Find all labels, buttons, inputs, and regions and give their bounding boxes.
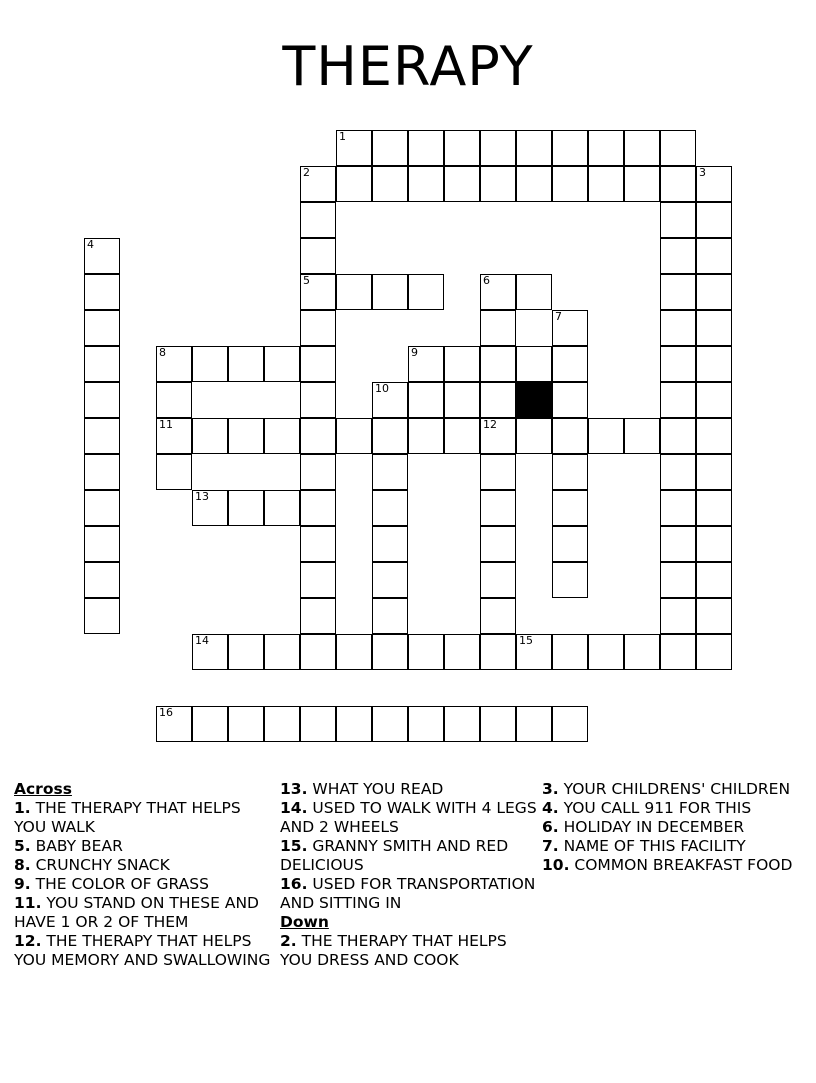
- clue-item: [14, 875, 272, 894]
- grid-cell[interactable]: [480, 634, 516, 670]
- clue-number: 8.: [14, 856, 31, 874]
- grid-cell[interactable]: [336, 418, 372, 454]
- grid-cell[interactable]: [408, 166, 444, 202]
- clue-number: 3.: [542, 780, 559, 798]
- grid-cell[interactable]: [660, 310, 696, 346]
- grid-cell[interactable]: [552, 706, 588, 742]
- grid-cell[interactable]: [300, 346, 336, 382]
- clue-number: 9.: [14, 875, 31, 893]
- grid-cell[interactable]: [480, 562, 516, 598]
- grid-cell[interactable]: [300, 562, 336, 598]
- grid-cell[interactable]: [552, 166, 588, 202]
- clue-item: [14, 932, 272, 970]
- grid-cell[interactable]: [300, 598, 336, 634]
- grid-cell[interactable]: [372, 166, 408, 202]
- clue-text: USED TO WALK WITH 4 LEGS AND 2 WHEELS: [280, 799, 537, 836]
- grid-cell[interactable]: [516, 346, 552, 382]
- grid-cell[interactable]: [372, 526, 408, 562]
- grid-cell[interactable]: [84, 490, 120, 526]
- grid-cell[interactable]: [228, 634, 264, 670]
- grid-cell[interactable]: [660, 238, 696, 274]
- clue-text: WHAT YOU READ: [307, 780, 444, 798]
- clue-number: 11.: [14, 894, 42, 912]
- grid-cell[interactable]: [588, 166, 624, 202]
- grid-cell[interactable]: [480, 274, 516, 310]
- grid-cell-number: 6: [483, 274, 490, 287]
- grid-cell[interactable]: [372, 490, 408, 526]
- grid-cell-number: 9: [411, 346, 418, 359]
- grid-cell[interactable]: [480, 130, 516, 166]
- grid-cell[interactable]: [480, 706, 516, 742]
- grid-cell[interactable]: [228, 706, 264, 742]
- grid-cell[interactable]: [372, 706, 408, 742]
- clue-text: USED FOR TRANSPORTATION AND SITTING IN: [280, 875, 536, 912]
- grid-cell[interactable]: [480, 454, 516, 490]
- grid-cell[interactable]: [372, 418, 408, 454]
- grid-cell[interactable]: [696, 526, 732, 562]
- grid-cell[interactable]: [228, 346, 264, 382]
- clue-number: 15.: [280, 837, 308, 855]
- grid-cell[interactable]: [408, 130, 444, 166]
- grid-cell[interactable]: [84, 562, 120, 598]
- clue-item: [542, 818, 810, 837]
- grid-cell[interactable]: [552, 310, 588, 346]
- grid-cell[interactable]: [192, 706, 228, 742]
- grid-cell[interactable]: [372, 274, 408, 310]
- grid-cell[interactable]: [84, 346, 120, 382]
- grid-cell[interactable]: [696, 202, 732, 238]
- grid-cell[interactable]: [84, 418, 120, 454]
- clue-section: [10, 780, 810, 1080]
- grid-cell[interactable]: [516, 706, 552, 742]
- grid-cell[interactable]: [444, 418, 480, 454]
- grid-cell[interactable]: [480, 310, 516, 346]
- clue-number: 7.: [542, 837, 559, 855]
- grid-cell[interactable]: [300, 706, 336, 742]
- clue-text: YOU CALL 911 FOR THIS: [558, 799, 752, 817]
- grid-cell[interactable]: [480, 166, 516, 202]
- grid-cell[interactable]: [588, 634, 624, 670]
- clue-number: 6.: [542, 818, 559, 836]
- grid-cell[interactable]: [660, 166, 696, 202]
- grid-cell[interactable]: [156, 418, 192, 454]
- clues-across-heading: Across: [14, 780, 72, 798]
- grid-cell[interactable]: [696, 310, 732, 346]
- grid-cell[interactable]: [516, 418, 552, 454]
- grid-cell[interactable]: [300, 310, 336, 346]
- grid-cell[interactable]: [480, 526, 516, 562]
- clue-column-down: [542, 780, 810, 875]
- clue-text: YOUR CHILDRENS' CHILDREN: [558, 780, 791, 798]
- clue-item: [14, 837, 272, 856]
- grid-cell[interactable]: [660, 562, 696, 598]
- grid-cell[interactable]: [372, 130, 408, 166]
- grid-cell[interactable]: [660, 598, 696, 634]
- grid-cell[interactable]: [264, 490, 300, 526]
- clue-text: NAME OF THIS FACILITY: [558, 837, 746, 855]
- grid-cell[interactable]: [264, 706, 300, 742]
- grid-cell-number: 15: [519, 634, 533, 647]
- clue-item: [542, 837, 810, 856]
- grid-cell[interactable]: [660, 382, 696, 418]
- grid-cell[interactable]: [480, 382, 516, 418]
- grid-cell[interactable]: [552, 526, 588, 562]
- clue-item: [280, 780, 538, 799]
- grid-cell[interactable]: [516, 274, 552, 310]
- grid-cell[interactable]: [372, 634, 408, 670]
- grid-cell[interactable]: [156, 382, 192, 418]
- clue-text: GRANNY SMITH AND RED DELICIOUS: [280, 837, 509, 874]
- grid-cell[interactable]: [588, 130, 624, 166]
- clue-number: 4.: [542, 799, 559, 817]
- grid-cell[interactable]: [264, 634, 300, 670]
- clue-column-across: [14, 780, 272, 970]
- clue-number: 12.: [14, 932, 42, 950]
- grid-cell[interactable]: [156, 706, 192, 742]
- grid-cell[interactable]: [300, 634, 336, 670]
- grid-cell[interactable]: [300, 490, 336, 526]
- grid-cell[interactable]: [300, 202, 336, 238]
- grid-cell-number: 10: [375, 382, 389, 395]
- grid-cell[interactable]: [84, 598, 120, 634]
- grid-cell[interactable]: [444, 634, 480, 670]
- grid-cell-number: 4: [87, 238, 94, 251]
- grid-cell[interactable]: [408, 346, 444, 382]
- clue-item: [280, 932, 538, 970]
- grid-cell[interactable]: [408, 382, 444, 418]
- grid-cell[interactable]: [516, 130, 552, 166]
- clue-item: [280, 799, 538, 837]
- clues-down-heading: Down: [280, 913, 329, 931]
- grid-cell[interactable]: [552, 130, 588, 166]
- grid-cell[interactable]: [192, 634, 228, 670]
- clue-text: BABY BEAR: [30, 837, 123, 855]
- clue-text: THE THERAPY THAT HELPS YOU MEMORY AND SWALLOWING: [14, 932, 271, 969]
- clue-number: 10.: [542, 856, 570, 874]
- grid-cell[interactable]: [552, 418, 588, 454]
- clue-number: 5.: [14, 837, 31, 855]
- grid-cell[interactable]: [264, 346, 300, 382]
- grid-cell[interactable]: [552, 562, 588, 598]
- clue-number: 2.: [280, 932, 297, 950]
- grid-cell[interactable]: [696, 598, 732, 634]
- clue-item: [542, 799, 810, 818]
- grid-cell[interactable]: [660, 454, 696, 490]
- grid-cell[interactable]: [336, 166, 372, 202]
- grid-cell[interactable]: [696, 562, 732, 598]
- clue-text: HOLIDAY IN DECEMBER: [558, 818, 745, 836]
- grid-cell[interactable]: [408, 634, 444, 670]
- grid-cell[interactable]: [480, 598, 516, 634]
- grid-cell[interactable]: [336, 634, 372, 670]
- grid-cell[interactable]: [300, 454, 336, 490]
- grid-cell[interactable]: [624, 130, 660, 166]
- clue-number: 16.: [280, 875, 308, 893]
- clue-item: [14, 856, 272, 875]
- grid-cell[interactable]: [444, 130, 480, 166]
- clue-item: [542, 856, 810, 875]
- grid-cell[interactable]: [192, 346, 228, 382]
- grid-cell[interactable]: [192, 490, 228, 526]
- grid-cell[interactable]: [588, 418, 624, 454]
- grid-cell[interactable]: [84, 310, 120, 346]
- grid-cell[interactable]: [300, 274, 336, 310]
- grid-cell[interactable]: [552, 346, 588, 382]
- grid-cell[interactable]: [336, 706, 372, 742]
- grid-cell[interactable]: [84, 382, 120, 418]
- grid-cell[interactable]: [696, 490, 732, 526]
- grid-cell[interactable]: [408, 706, 444, 742]
- clue-text: CRUNCHY SNACK: [30, 856, 170, 874]
- clue-number: 13.: [280, 780, 308, 798]
- grid-cell[interactable]: [480, 418, 516, 454]
- clue-number: 1.: [14, 799, 31, 817]
- grid-cell[interactable]: [696, 274, 732, 310]
- grid-cell[interactable]: [444, 706, 480, 742]
- grid-cell[interactable]: [696, 454, 732, 490]
- grid-cell[interactable]: [444, 382, 480, 418]
- grid-cell[interactable]: [480, 346, 516, 382]
- grid-cell-number: 13: [195, 490, 209, 503]
- clue-item: [280, 837, 538, 875]
- grid-cell[interactable]: [336, 274, 372, 310]
- grid-cell[interactable]: [336, 130, 372, 166]
- grid-cell[interactable]: [516, 634, 552, 670]
- grid-cell[interactable]: [552, 490, 588, 526]
- grid-cell[interactable]: [84, 454, 120, 490]
- clue-column-middle: [280, 780, 538, 970]
- grid-cell-number: 11: [159, 418, 173, 431]
- grid-cell[interactable]: [696, 238, 732, 274]
- grid-cell[interactable]: [228, 490, 264, 526]
- grid-cell[interactable]: [372, 562, 408, 598]
- grid-cell[interactable]: [372, 382, 408, 418]
- grid-cell-number: 14: [195, 634, 209, 647]
- grid-cell[interactable]: [624, 166, 660, 202]
- grid-cell[interactable]: [660, 490, 696, 526]
- grid-cell[interactable]: [624, 418, 660, 454]
- grid-cell[interactable]: [660, 202, 696, 238]
- grid-cell[interactable]: [372, 598, 408, 634]
- grid-cell[interactable]: [696, 346, 732, 382]
- grid-cell[interactable]: [552, 454, 588, 490]
- grid-cell[interactable]: [408, 274, 444, 310]
- clue-text: THE COLOR OF GRASS: [30, 875, 209, 893]
- clue-text: THE THERAPY THAT HELPS YOU DRESS AND COOK: [280, 932, 507, 969]
- grid-cell[interactable]: [696, 166, 732, 202]
- page-title: THERAPY: [282, 35, 534, 98]
- grid-cell[interactable]: [660, 418, 696, 454]
- grid-cell-number: 12: [483, 418, 497, 431]
- grid-cell[interactable]: [156, 454, 192, 490]
- clue-text: THE THERAPY THAT HELPS YOU WALK: [14, 799, 241, 836]
- grid-cell[interactable]: [84, 274, 120, 310]
- grid-cell[interactable]: [408, 418, 444, 454]
- grid-cell-number: 1: [339, 130, 346, 143]
- grid-cell[interactable]: [300, 238, 336, 274]
- grid-cell[interactable]: [444, 166, 480, 202]
- grid-cell[interactable]: [660, 274, 696, 310]
- grid-cell[interactable]: [516, 166, 552, 202]
- clue-number: 14.: [280, 799, 308, 817]
- grid-cell[interactable]: [228, 418, 264, 454]
- grid-cell-number: 3: [699, 166, 706, 179]
- grid-cell[interactable]: [84, 238, 120, 274]
- clue-item: [14, 894, 272, 932]
- grid-cell[interactable]: [156, 346, 192, 382]
- grid-cell[interactable]: [300, 382, 336, 418]
- grid-cell[interactable]: [660, 130, 696, 166]
- grid-cell-number: 7: [555, 310, 562, 323]
- grid-cell[interactable]: [660, 634, 696, 670]
- grid-cell[interactable]: [696, 634, 732, 670]
- grid-cell[interactable]: [624, 634, 660, 670]
- grid-cell[interactable]: [192, 418, 228, 454]
- grid-cell[interactable]: [696, 382, 732, 418]
- grid-cell-number: 2: [303, 166, 310, 179]
- grid-cell[interactable]: [84, 526, 120, 562]
- grid-cell-number: 8: [159, 346, 166, 359]
- grid-cell[interactable]: [480, 490, 516, 526]
- grid-cell[interactable]: [552, 634, 588, 670]
- clue-item: [542, 780, 810, 799]
- clue-text: YOU STAND ON THESE AND HAVE 1 OR 2 OF THEM: [14, 894, 259, 931]
- grid-cell[interactable]: [660, 346, 696, 382]
- grid-cell[interactable]: [696, 418, 732, 454]
- grid-cell[interactable]: [552, 382, 588, 418]
- grid-cell-number: 16: [159, 706, 173, 719]
- grid-cell-blocked: [516, 382, 552, 418]
- grid-cell[interactable]: [300, 418, 336, 454]
- grid-cell[interactable]: [264, 418, 300, 454]
- clue-text: COMMON BREAKFAST FOOD: [569, 856, 793, 874]
- grid-cell-number: 5: [303, 274, 310, 287]
- clue-item: [14, 799, 272, 837]
- grid-cell[interactable]: [372, 454, 408, 490]
- grid-cell[interactable]: [660, 526, 696, 562]
- grid-cell[interactable]: [300, 166, 336, 202]
- grid-cell[interactable]: [300, 526, 336, 562]
- grid-cell[interactable]: [444, 346, 480, 382]
- clue-item: [280, 875, 538, 913]
